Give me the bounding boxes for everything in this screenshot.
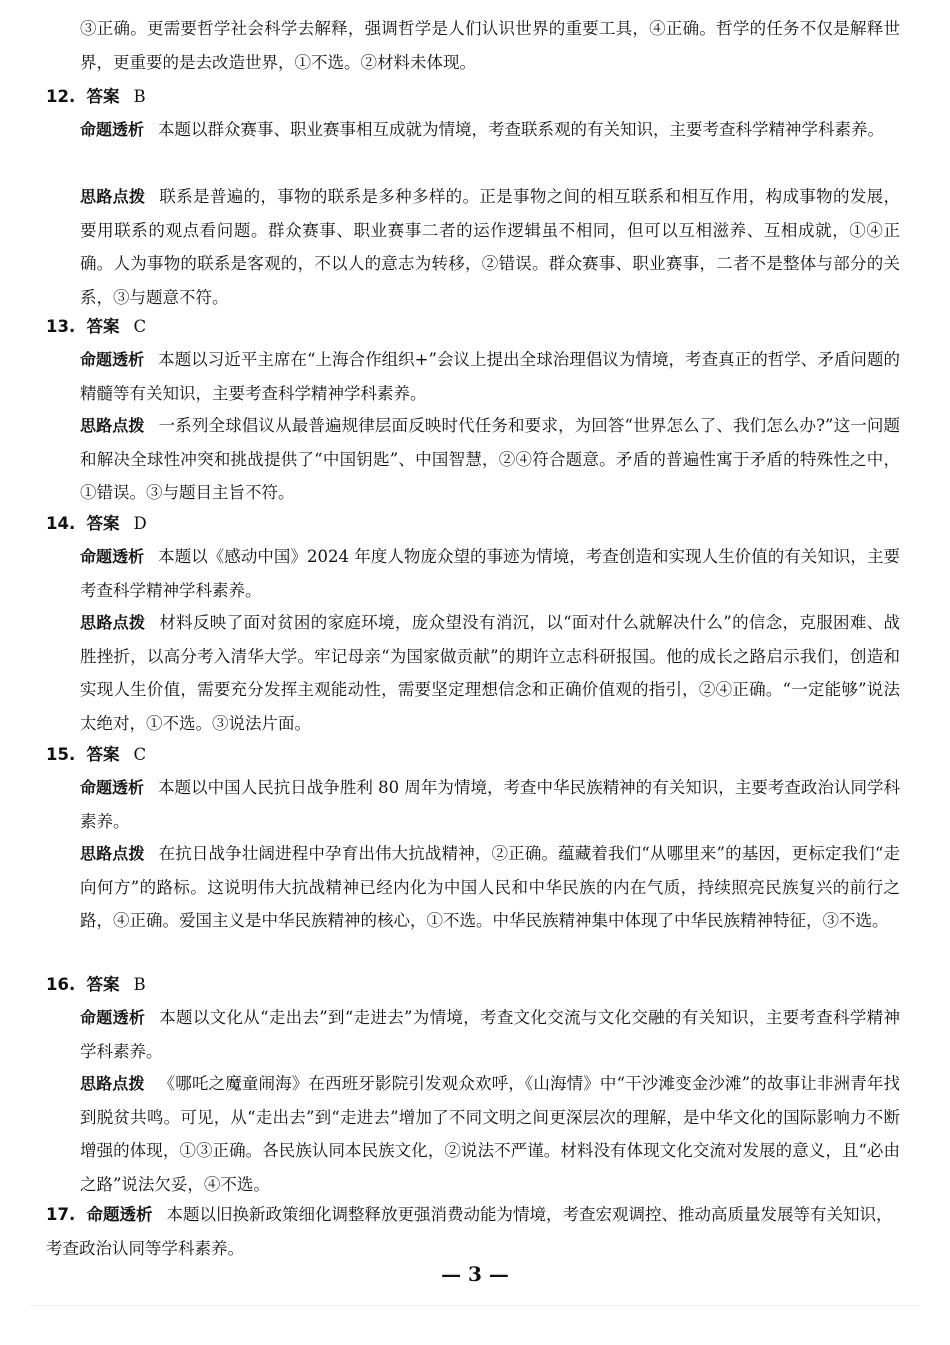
q17-block <box>46 1198 906 1265</box>
q14-answer: D <box>133 514 147 533</box>
q14-analysis <box>80 606 900 740</box>
q16-intent-label: 命题透析 <box>80 1008 146 1027</box>
page-number: — 3 — <box>441 1262 509 1286</box>
q15-intent-text: 本题以中国人民抗日战争胜利 80 周年为情境，考查中华民族精神的有关知识，主要考查政治认同学科素养。 <box>80 778 900 831</box>
q16-analysis-text: 《哪吒之魔童闹海》在西班牙影院引发观众欢呼，《山海情》中“干沙滩变金沙滩”的故事让非洲青年找到脱贫共鸣。可见，从“走出去”到“走进去”增加了不同文明之间更深层次的理解，是中华文化的国际影响力不断增强的体现，①③正确。各民族认同本民族文化，②说法不严谨。材料没有体现文化交流对发展的意义，且“必由之路”说法欠妥，④不选。 <box>80 1074 900 1194</box>
q15-analysis <box>80 837 900 938</box>
q15-analysis-label: 思路点拨 <box>80 844 145 863</box>
q17-intent-label: 命题透析 <box>86 1205 153 1224</box>
q14-analysis-label: 思路点拨 <box>80 613 146 632</box>
q12-analysis-label: 思路点拨 <box>80 187 146 206</box>
q16-number: 16. <box>46 975 76 994</box>
q15-answer-label: 答案 <box>86 745 120 764</box>
q12-analysis-text: 联系是普遍的，事物的联系是多种多样的。正是事物之间的相互联系和相互作用，构成事物的发展，要用联系的观点看问题。群众赛事、职业赛事二者的运作逻辑虽不相同，但可以互相滋养、互相成就，①④正确。人为事物的联系是客观的，不以人的意志为转移，②错误。群众赛事、职业赛事，二者不是整体与部分的关系，③与题意不符。 <box>80 187 900 307</box>
q14-answer-label: 答案 <box>86 514 120 533</box>
q15-analysis-text: 在抗日战争壮阔进程中孕育出伟大抗战精神，②正确。蕴藏着我们“从哪里来”的基因，更标定我们“走向何方”的路标。这说明伟大抗战精神已经内化为中国人民和中华民族的内在气质，持续照亮民族复兴的前行之路，④正确。爱国主义是中华民族精神的核心，①不选。中华民族精神集中体现了中华民族精神特征，③不选。 <box>80 844 900 930</box>
q16-analysis-label: 思路点拨 <box>80 1074 145 1093</box>
q14-header <box>46 507 906 541</box>
q15-intent-label: 命题透析 <box>80 778 145 797</box>
q13-header <box>46 310 906 344</box>
q16-answer-label: 答案 <box>86 975 120 994</box>
q16-answer: B <box>133 975 146 994</box>
q12-intent <box>80 113 900 147</box>
q14-number: 14. <box>46 514 76 533</box>
q13-intent-label: 命题透析 <box>80 350 145 369</box>
q13-number: 13. <box>46 317 76 336</box>
q12-number: 12. <box>46 87 76 106</box>
q14-intent-label: 命题透析 <box>80 547 145 566</box>
q12-intent-text: 本题以群众赛事、职业赛事相互成就为情境，考查联系观的有关知识，主要考查科学精神学科素养。 <box>158 120 885 139</box>
q12-header <box>46 80 906 114</box>
q14-intent <box>80 540 900 607</box>
bottom-divider <box>30 1305 920 1306</box>
intro-text: ③正确。更需要哲学社会科学去解释，强调哲学是人们认识世界的重要工具，④正确。哲学的任务不仅是解释世界，更重要的是去改造世界，①不选。②材料未体现。 <box>80 19 900 72</box>
q12-answer-label: 答案 <box>86 87 120 106</box>
q13-intent <box>80 343 900 410</box>
q13-analysis-text: 一系列全球倡议从最普遍规律层面反映时代任务和要求，为回答“世界怎么了、我们怎么办?”这一问题和解决全球性冲突和挑战提供了“中国钥匙”、中国智慧，②④符合题意。矛盾的普遍性寓于矛盾的特殊性之中，①错误。③与题目主旨不符。 <box>80 416 900 502</box>
q14-intent-text: 本题以《感动中国》2024 年度人物庞众望的事迹为情境，考查创造和实现人生价值的有关知识，主要考查科学精神学科素养。 <box>80 547 900 600</box>
q15-answer: C <box>133 745 147 764</box>
q15-number: 15. <box>46 745 76 764</box>
q13-answer-label: 答案 <box>86 317 120 336</box>
q13-analysis-label: 思路点拨 <box>80 416 145 435</box>
q12-intent-label: 命题透析 <box>80 120 145 139</box>
q16-analysis <box>80 1067 900 1201</box>
q17-intent-text: 本题以旧换新政策细化调整释放更强消费动能为情境，考查宏观调控、推动高质量发展等有关知识，考查政治认同等学科素养。 <box>46 1205 893 1258</box>
q16-header <box>46 968 906 1002</box>
q14-analysis-text: 材料反映了面对贫困的家庭环境，庞众望没有消沉，以“面对什么就解决什么”的信念，克服困难、战胜挫折，以高分考入清华大学。牢记母亲“为国家做贡献”的期许立志科研报国。他的成长之路启示我们，创造和实现人生价值，需要充分发挥主观能动性，需要坚定理想信念和正确价值观的指引，②④正确。“一定能够”说法太绝对，①不选。③说法片面。 <box>80 613 900 733</box>
q16-intent-text: 本题以文化从“走出去”到“走进去”为情境，考查文化交流与文化交融的有关知识，主要考查科学精神学科素养。 <box>80 1008 900 1061</box>
q13-analysis <box>80 409 900 510</box>
q12-answer: B <box>133 87 146 106</box>
q17-number: 17. <box>46 1205 76 1224</box>
intro-paragraph <box>80 12 900 79</box>
q15-header <box>46 738 906 772</box>
q12-analysis <box>80 180 900 314</box>
q15-intent <box>80 771 900 838</box>
q16-intent <box>80 1001 900 1068</box>
q13-answer: C <box>133 317 147 336</box>
q13-intent-text: 本题以习近平主席在“上海合作组织+”会议上提出全球治理倡议为情境，考查真正的哲学、矛盾问题的精髓等有关知识，主要考查科学精神学科素养。 <box>80 350 900 403</box>
